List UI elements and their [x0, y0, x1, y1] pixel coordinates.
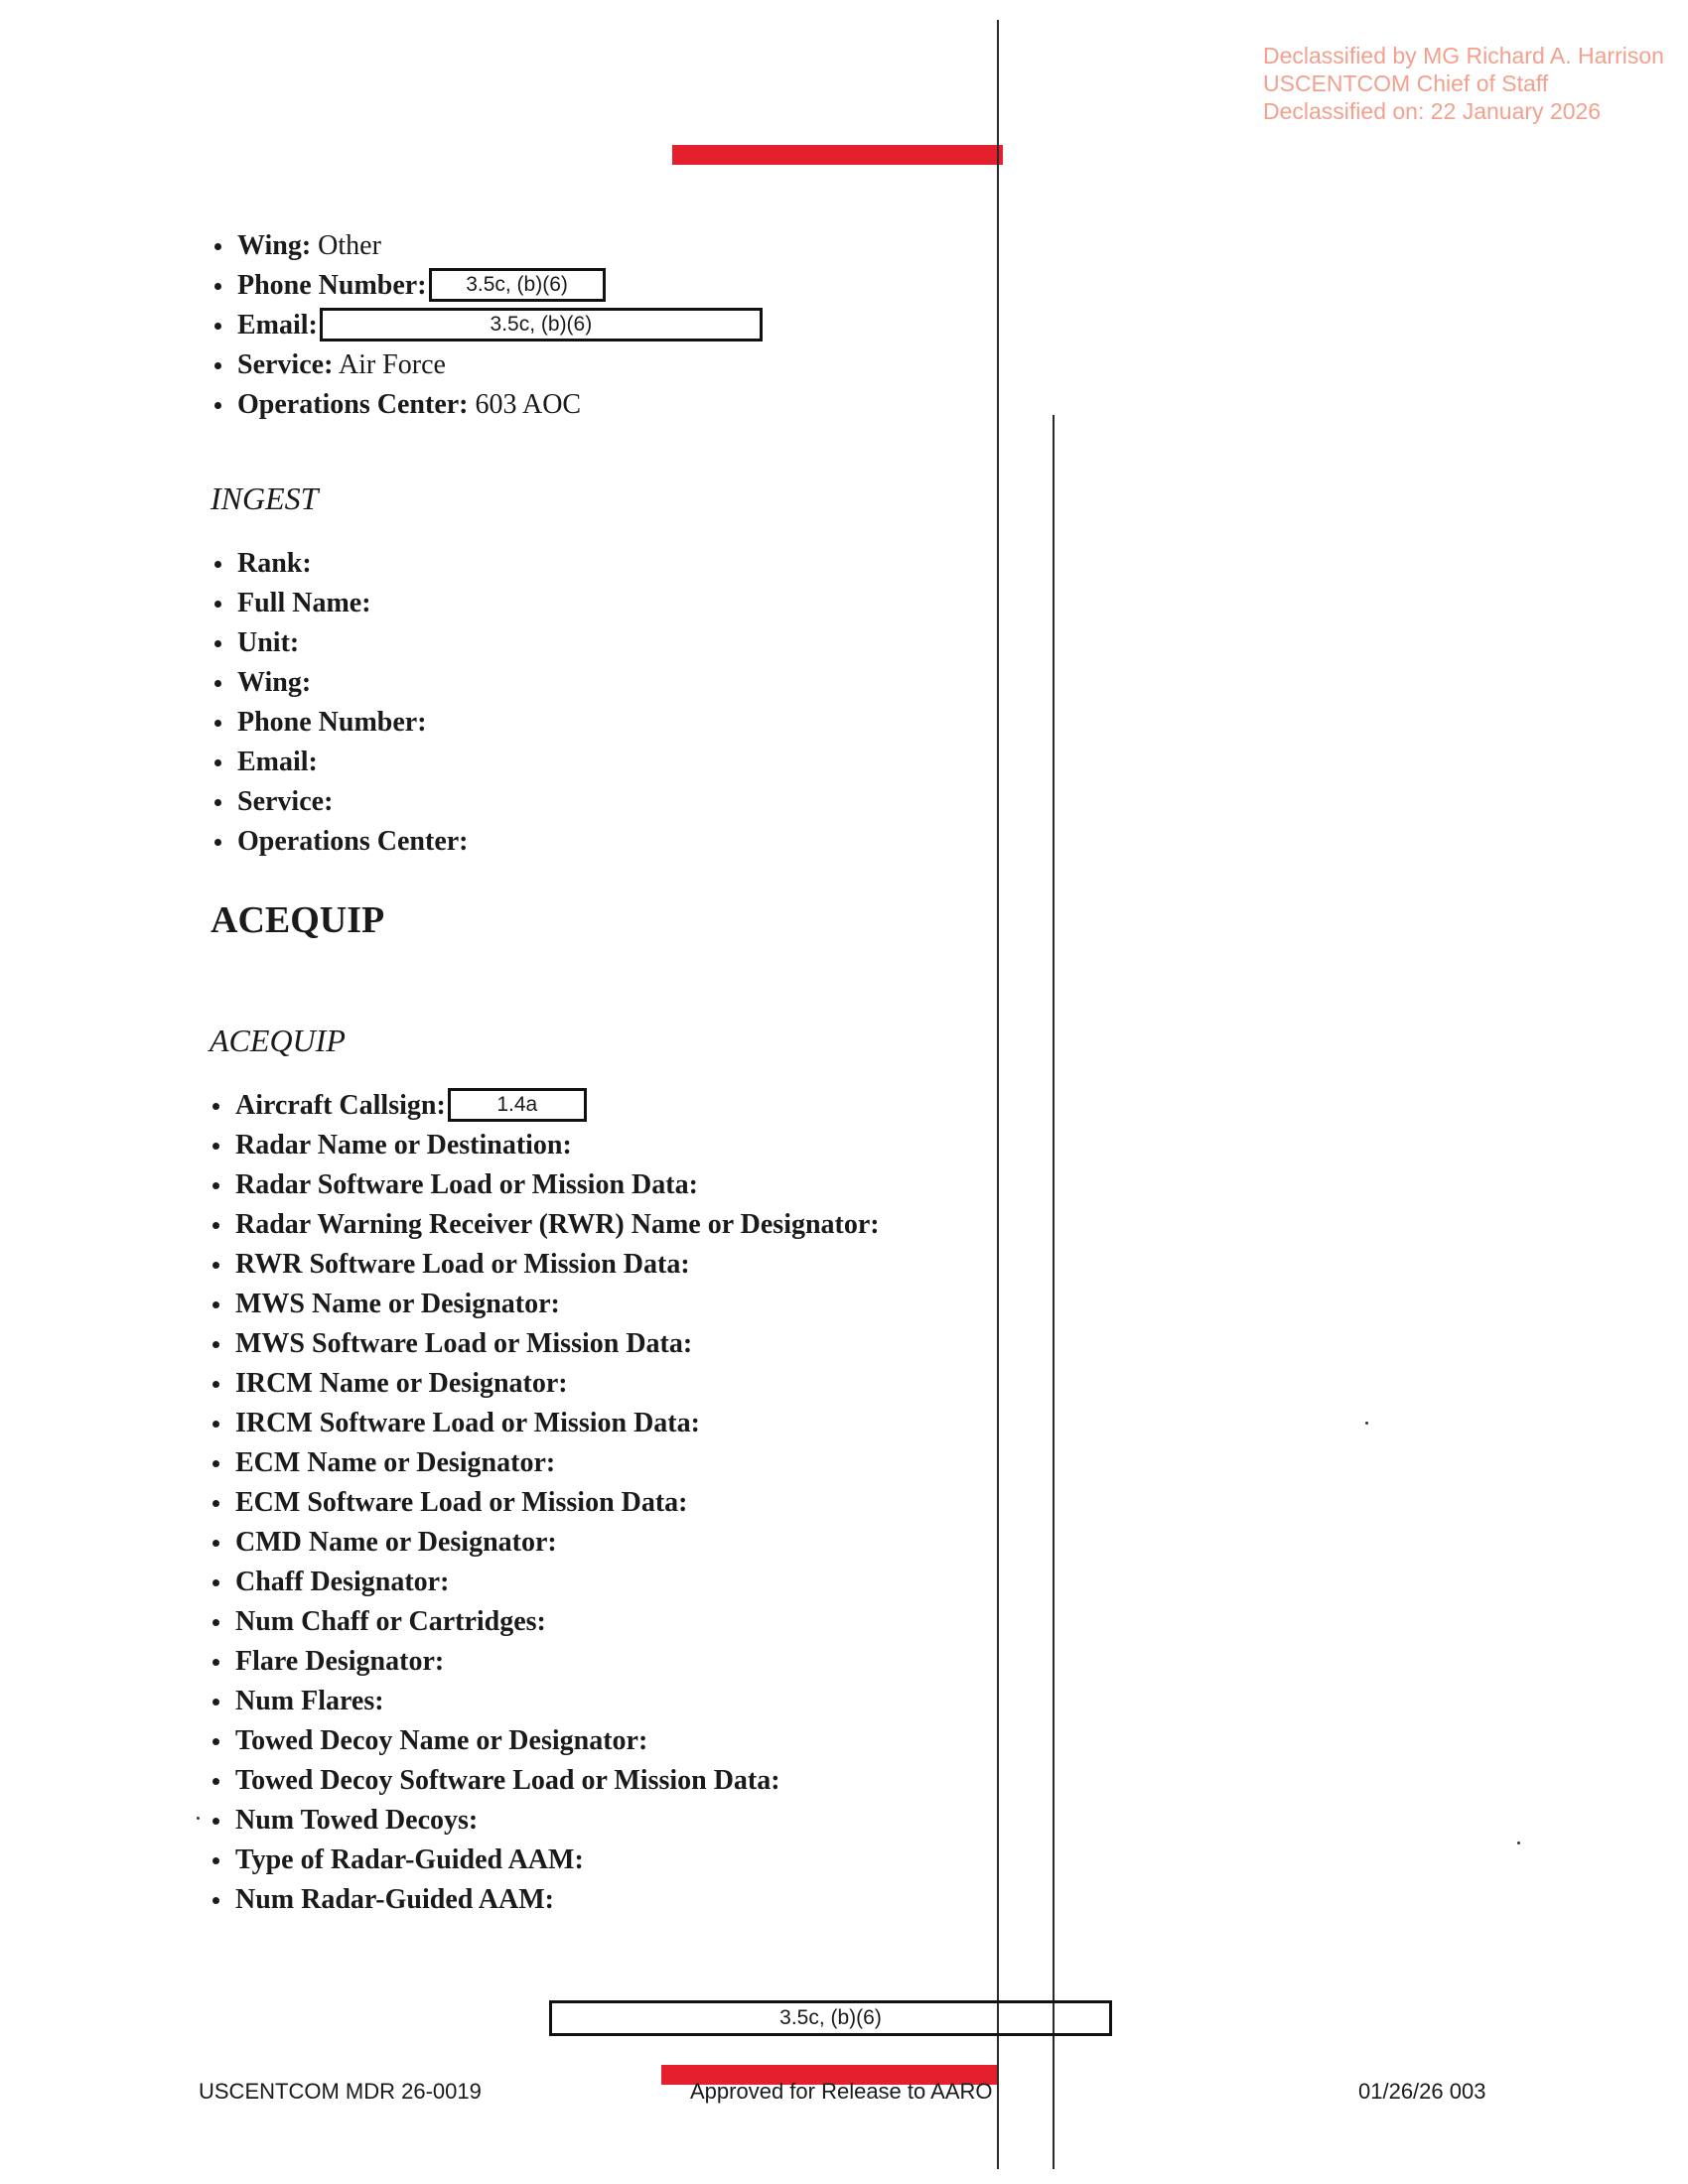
- field-label: Towed Decoy Name or Designator:: [235, 1725, 648, 1756]
- field-label: Rank:: [237, 548, 312, 579]
- field-label: RWR Software Load or Mission Data:: [235, 1249, 690, 1280]
- scan-speck: [1365, 1422, 1368, 1425]
- field-label: Email:: [237, 310, 318, 341]
- field-label: Radar Warning Receiver (RWR) Name or Designator:: [235, 1209, 880, 1240]
- list-item: [209, 1761, 880, 1801]
- list-item: [211, 266, 763, 306]
- field-value: 603 AOC: [468, 389, 582, 420]
- field-value: Other: [311, 230, 381, 261]
- stamp-line-3: Declassified on: 22 January 2026: [1263, 98, 1602, 124]
- list-item: [211, 544, 469, 584]
- field-label: Phone Number:: [237, 707, 427, 738]
- list-item: [209, 1721, 880, 1761]
- footer-date-code: 01/26/26 003: [1358, 2079, 1486, 2104]
- field-label: Radar Name or Destination:: [235, 1130, 572, 1160]
- list-item: [209, 1205, 880, 1245]
- list-item: [209, 1285, 880, 1324]
- list-item: [209, 1443, 880, 1483]
- field-label: Wing:: [237, 667, 312, 698]
- list-item: [209, 1880, 880, 1920]
- declassification-stamp: [1263, 42, 1664, 125]
- red-redaction-bar-top: [672, 145, 1003, 165]
- scan-line-vertical: [1053, 415, 1055, 2169]
- field-label: Wing:: [237, 230, 312, 261]
- scan-speck: [1517, 1842, 1520, 1844]
- section-heading-acequip: ACEQUIP: [211, 899, 385, 941]
- field-label: Aircraft Callsign:: [235, 1090, 446, 1121]
- redaction-box: 3.5c, (b)(6): [320, 308, 763, 341]
- list-item: [209, 1086, 880, 1126]
- field-label: Num Radar-Guided AAM:: [235, 1884, 554, 1915]
- field-label: Email:: [237, 747, 318, 777]
- stamp-line-1: Declassified by MG Richard A. Harrison: [1263, 43, 1664, 68]
- list-item: [209, 1602, 880, 1642]
- redaction-box: 3.5c, (b)(6): [429, 268, 606, 302]
- list-item: [209, 1324, 880, 1364]
- field-label: Type of Radar-Guided AAM:: [235, 1844, 584, 1875]
- list-item: [211, 703, 469, 743]
- list-item: [211, 584, 469, 623]
- list-item: [209, 1801, 880, 1841]
- list-item: [209, 1682, 880, 1721]
- list-item: [209, 1126, 880, 1165]
- list-item: [211, 822, 469, 862]
- field-label: CMD Name or Designator:: [235, 1527, 557, 1558]
- ingest-fields-list: [211, 544, 469, 862]
- list-item: [211, 623, 469, 663]
- list-item: [211, 743, 469, 782]
- field-label: Num Towed Decoys:: [235, 1805, 479, 1836]
- field-label: Num Flares:: [235, 1686, 384, 1716]
- list-item: [209, 1563, 880, 1602]
- stamp-line-2: USCENTCOM Chief of Staff: [1263, 70, 1549, 96]
- field-label: Operations Center:: [237, 389, 469, 420]
- field-label: Num Chaff or Cartridges:: [235, 1606, 546, 1637]
- list-item: [211, 345, 763, 385]
- list-item: [211, 663, 469, 703]
- list-item: [209, 1404, 880, 1443]
- field-label: Radar Software Load or Mission Data:: [235, 1169, 698, 1200]
- field-label: IRCM Name or Designator:: [235, 1368, 568, 1399]
- list-item: [209, 1165, 880, 1205]
- field-label: Unit:: [237, 627, 300, 658]
- footer-release-note: Approved for Release to AARO: [690, 2079, 993, 2104]
- contact-fields-list: [211, 226, 763, 425]
- footer-document-number: USCENTCOM MDR 26-0019: [199, 2079, 482, 2104]
- list-item: [209, 1841, 880, 1880]
- redaction-box-bottom: 3.5c, (b)(6): [549, 2000, 1112, 2036]
- scan-speck: [197, 1817, 200, 1820]
- field-label: ECM Name or Designator:: [235, 1447, 556, 1478]
- field-label: MWS Software Load or Mission Data:: [235, 1328, 693, 1359]
- list-item: [209, 1642, 880, 1682]
- list-item: [211, 306, 763, 345]
- acequip-fields-list: [209, 1086, 880, 1920]
- field-label: Full Name:: [237, 588, 371, 618]
- field-label: Phone Number:: [237, 270, 427, 301]
- list-item: [209, 1523, 880, 1563]
- list-item: [209, 1245, 880, 1285]
- field-label: ECM Software Load or Mission Data:: [235, 1487, 688, 1518]
- redaction-box: 1.4a: [448, 1088, 587, 1122]
- scan-line-vertical: [997, 20, 999, 2169]
- field-label: Service:: [237, 786, 334, 817]
- list-item: [211, 385, 763, 425]
- field-label: Towed Decoy Software Load or Mission Data:: [235, 1765, 780, 1796]
- list-item: [209, 1483, 880, 1523]
- section-title-ingest: INGEST: [211, 480, 319, 516]
- list-item: [211, 782, 469, 822]
- field-label: Flare Designator:: [235, 1646, 445, 1677]
- field-value: Air Force: [333, 349, 446, 380]
- field-label: IRCM Software Load or Mission Data:: [235, 1408, 700, 1438]
- field-label: Operations Center:: [237, 826, 469, 857]
- list-item: [211, 226, 763, 266]
- field-label: Service:: [237, 349, 334, 380]
- field-label: MWS Name or Designator:: [235, 1289, 560, 1319]
- list-item: [209, 1364, 880, 1404]
- field-label: Chaff Designator:: [235, 1567, 450, 1597]
- section-title-acequip: ACEQUIP: [210, 1023, 346, 1058]
